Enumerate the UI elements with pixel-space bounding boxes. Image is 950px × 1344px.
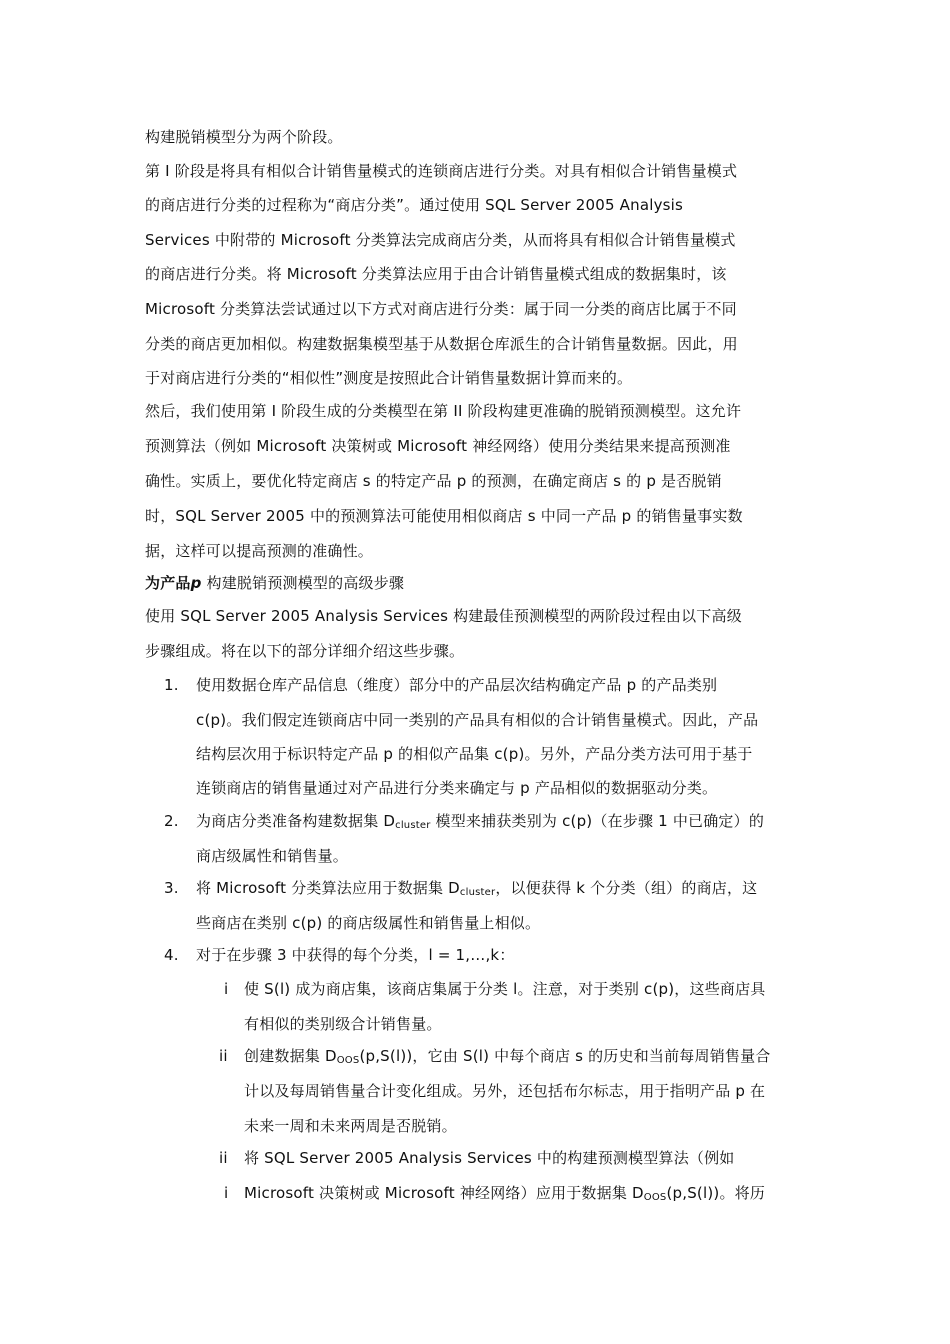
list-number: 4. bbox=[164, 946, 179, 964]
paragraph-line: Services 中附带的 Microsoft 分类算法完成商店分类，从而将具有相似合计销售量模式 bbox=[145, 231, 736, 249]
list-number: 1. bbox=[164, 676, 179, 694]
list-item-line: 商店级属性和销售量。 bbox=[196, 847, 349, 865]
paragraph-line: 于对商店进行分类的“相似性”测度是按照此合计销售量数据计算而来的。 bbox=[145, 369, 633, 387]
list-item-line: 将 Microsoft 分类算法应用于数据集 $D_{cluster}$，以便获得 k 个分类（组）的商店，这 bbox=[196, 879, 758, 898]
list-item-line: 对于在步骤 3 中获得的每个分类，l = 1,…,k： bbox=[196, 946, 515, 964]
sub-list-marker: i bbox=[224, 980, 229, 998]
sub-list-item-line: 将 SQL Server 2005 Analysis Services 中的构建预测模型算法（例如 bbox=[244, 1149, 735, 1167]
heading-suffix: 构建脱销预测模型的高级步骤 bbox=[201, 574, 405, 592]
heading-variable: p bbox=[190, 574, 202, 592]
sub-list-marker: ii bbox=[219, 1149, 228, 1167]
paragraph-line: 时，SQL Server 2005 中的预测算法可能使用相似商店 s 中同一产品 p 的销售量事实数 bbox=[145, 507, 743, 525]
list-item-line: 结构层次用于标识特定产品 p 的相似产品集 c(p)。另外，产品分类方法可用于基于 bbox=[196, 745, 753, 763]
sub-list-marker: i bbox=[224, 1184, 229, 1202]
sub-list-item-line: 创建数据集 $D_{OOS}(p,S(l))$，它由 S(l) 中每个商店 s 的历史和当前每周销售量合 bbox=[244, 1047, 771, 1066]
sub-list-item-line: Microsoft 决策树或 Microsoft 神经网络）应用于数据集 $D_{OOS}(p,S(l))$。将历 bbox=[244, 1184, 766, 1203]
section-heading bbox=[145, 573, 404, 593]
paragraph-line: 使用 SQL Server 2005 Analysis Services 构建最佳预测模型的两阶段过程由以下高级 bbox=[145, 607, 742, 625]
list-item-line: c(p)。我们假定连锁商店中同一类别的产品具有相似的合计销售量模式。因此，产品 bbox=[196, 711, 759, 729]
list-item-line: 连锁商店的销售量通过对产品进行分类来确定与 p 产品相似的数据驱动分类。 bbox=[196, 779, 718, 797]
paragraph-line: 确性。实质上，要优化特定商店 s 的特定产品 p 的预测，在确定商店 s 的 p 是否脱销 bbox=[145, 472, 722, 490]
paragraph-line: 步骤组成。将在以下的部分详细介绍这些步骤。 bbox=[145, 642, 465, 660]
paragraph-line: Microsoft 分类算法尝试通过以下方式对商店进行分类：属于同一分类的商店比属于不同 bbox=[145, 300, 737, 318]
paragraph-line: 据，这样可以提高预测的准确性。 bbox=[145, 542, 374, 560]
sub-list-item-line: 计以及每周销售量合计变化组成。另外，还包括布尔标志，用于指明产品 p 在 bbox=[244, 1082, 766, 1100]
paragraph-line: 的商店进行分类。将 Microsoft 分类算法应用于由合计销售量模式组成的数据集时，该 bbox=[145, 265, 727, 283]
intro-line: 构建脱销模型分为两个阶段。 bbox=[145, 128, 343, 146]
sub-list-item-line: 使 S(l) 成为商店集，该商店集属于分类 l。注意，对于类别 c(p)，这些商店具 bbox=[244, 980, 766, 998]
list-item-line: 为商店分类准备构建数据集 $D_{cluster}$ 模型来捕获类别为 c(p)（在步骤 1 中已确定）的 bbox=[196, 812, 765, 831]
list-number: 2. bbox=[164, 812, 179, 830]
sub-list-marker: ii bbox=[219, 1047, 228, 1065]
heading-prefix: 为产品 bbox=[145, 574, 191, 592]
paragraph-line: 的商店进行分类的过程称为“商店分类”。通过使用 SQL Server 2005 Analysis bbox=[145, 196, 684, 214]
list-item-line: 使用数据仓库产品信息（维度）部分中的产品层次结构确定产品 p 的产品类别 bbox=[196, 676, 718, 694]
paragraph-line: 第 I 阶段是将具有相似合计销售量模式的连锁商店进行分类。对具有相似合计销售量模式 bbox=[145, 162, 738, 180]
list-item-line: 些商店在类别 c(p) 的商店级属性和销售量上相似。 bbox=[196, 914, 541, 932]
paragraph-line: 然后，我们使用第 I 阶段生成的分类模型在第 II 阶段构建更准确的脱销预测模型。这允许 bbox=[145, 402, 742, 420]
paragraph-line: 预测算法（例如 Microsoft 决策树或 Microsoft 神经网络）使用分类结果来提高预测准 bbox=[145, 437, 731, 455]
paragraph-line: 分类的商店更加相似。构建数据集模型基于从数据仓库派生的合计销售量数据。因此，用 bbox=[145, 335, 738, 353]
list-number: 3. bbox=[164, 879, 179, 897]
sub-list-item-line: 有相似的类别级合计销售量。 bbox=[244, 1015, 442, 1033]
sub-list-item-line: 未来一周和未来两周是否脱销。 bbox=[244, 1117, 457, 1135]
